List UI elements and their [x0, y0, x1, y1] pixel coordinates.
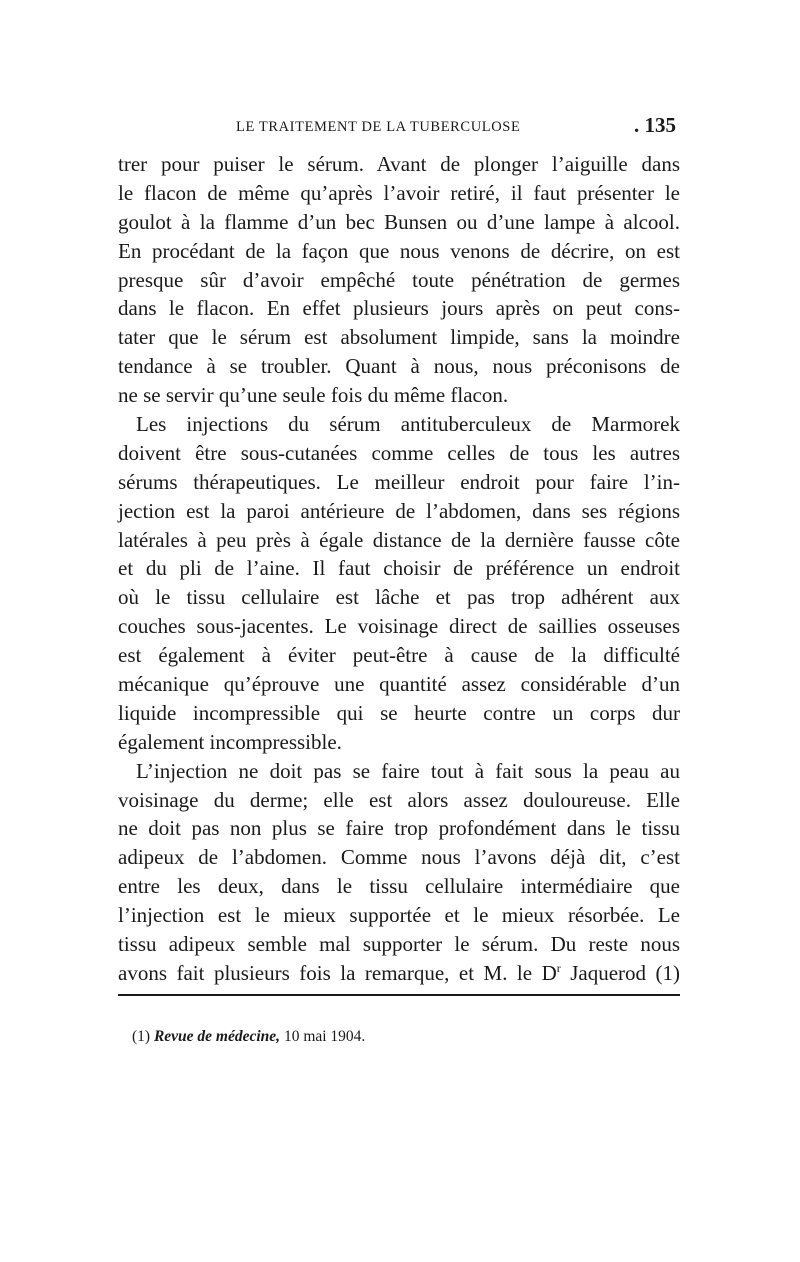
paragraph-2 [118, 410, 680, 757]
text-line: trer pour puiser le sérum. Avant de plonger l’aiguille dans [118, 152, 680, 176]
text-line: voisinage du derme; elle est alors assez douloureuse. Elle [118, 787, 680, 812]
text-line: latérales à peu près à égale distance de la dernière fausse côte [118, 527, 680, 552]
footnote-rule [118, 994, 680, 996]
text-line: tendance à se troubler. Quant à nous, nous préconisons de [118, 354, 680, 379]
running-title: LE TRAITEMENT DE LA TUBERCULOSE [236, 119, 521, 135]
body-text [118, 150, 680, 988]
text-line: dans le flacon. En effet plusieurs jours après on peut cons- [118, 296, 680, 321]
text-line: doivent être sous-cutanées comme celles de tous les autres [118, 440, 680, 465]
paragraph-3 [118, 757, 680, 988]
text-line: presque sûr d’avoir empêché toute pénétration de germes [118, 267, 680, 292]
paragraph-1 [118, 150, 680, 410]
footnote [132, 1027, 672, 1047]
text-line: sérums thérapeutiques. Le meilleur endroit pour faire l’in- [118, 469, 680, 494]
text-line: adipeux de l’abdomen. Comme nous l’avons déjà dit, c’est [118, 845, 680, 870]
footnote-journal: Revue de médecine, [153, 1028, 281, 1045]
footnote-date: 10 mai 1904. [283, 1028, 366, 1045]
text-line: couches sous-jacentes. Le voisinage direct de saillies osseuses [118, 614, 680, 639]
running-head [118, 113, 680, 138]
text-line: entre les deux, dans le tissu cellulaire intermédiaire que [118, 874, 680, 899]
text-line: et du pli de l’aine. Il faut choisir de préférence un endroit [118, 556, 680, 581]
text-line: jection est la paroi antérieure de l’abdomen, dans ses régions [118, 498, 680, 523]
text-line: l’injection est le mieux supportée et le mieux résorbée. Le [118, 903, 680, 928]
text-line: le flacon de même qu’après l’avoir retiré, il faut présenter le [118, 180, 680, 205]
text-line: L’injection ne doit pas se faire tout à fait sous la peau au [136, 758, 680, 783]
text-line: En procédant de la façon que nous venons de décrire, on est [118, 238, 680, 263]
page-number: . 135 [634, 113, 676, 137]
text-line: tissu adipeux semble mal supporter le sérum. Du reste nous [118, 932, 680, 957]
text-line: est également à éviter peut-être à cause de la difficulté [118, 643, 680, 668]
text-line: goulot à la flamme d’un bec Bunsen ou d’une lampe à alcool. [118, 209, 680, 234]
text-line: liquide incompressible qui se heurte contre un corps dur [118, 700, 680, 725]
text-line: mécanique qu’éprouve une quantité assez considérable d’un [118, 672, 680, 697]
text-line: où le tissu cellulaire est lâche et pas trop adhérent aux [118, 585, 680, 610]
text-line: tater que le sérum est absolument limpide, sans la moindre [118, 325, 680, 350]
text-line: ne se servir qu’une seule fois du même flacon. [118, 383, 509, 408]
text-line: ne doit pas non plus se faire trop profondément dans le tissu [118, 816, 680, 841]
footnote-marker: (1) [132, 1028, 151, 1045]
text-line-final [118, 959, 680, 988]
text-fragment: avons fait plusieurs fois la remarque, et M. le D [118, 960, 557, 985]
text-fragment: Jaquerod (1) [560, 960, 681, 985]
text-line: également incompressible. [118, 729, 342, 754]
superscript: r [556, 960, 561, 975]
text-line: Les injections du sérum antituberculeux de Marmorek [136, 412, 680, 437]
